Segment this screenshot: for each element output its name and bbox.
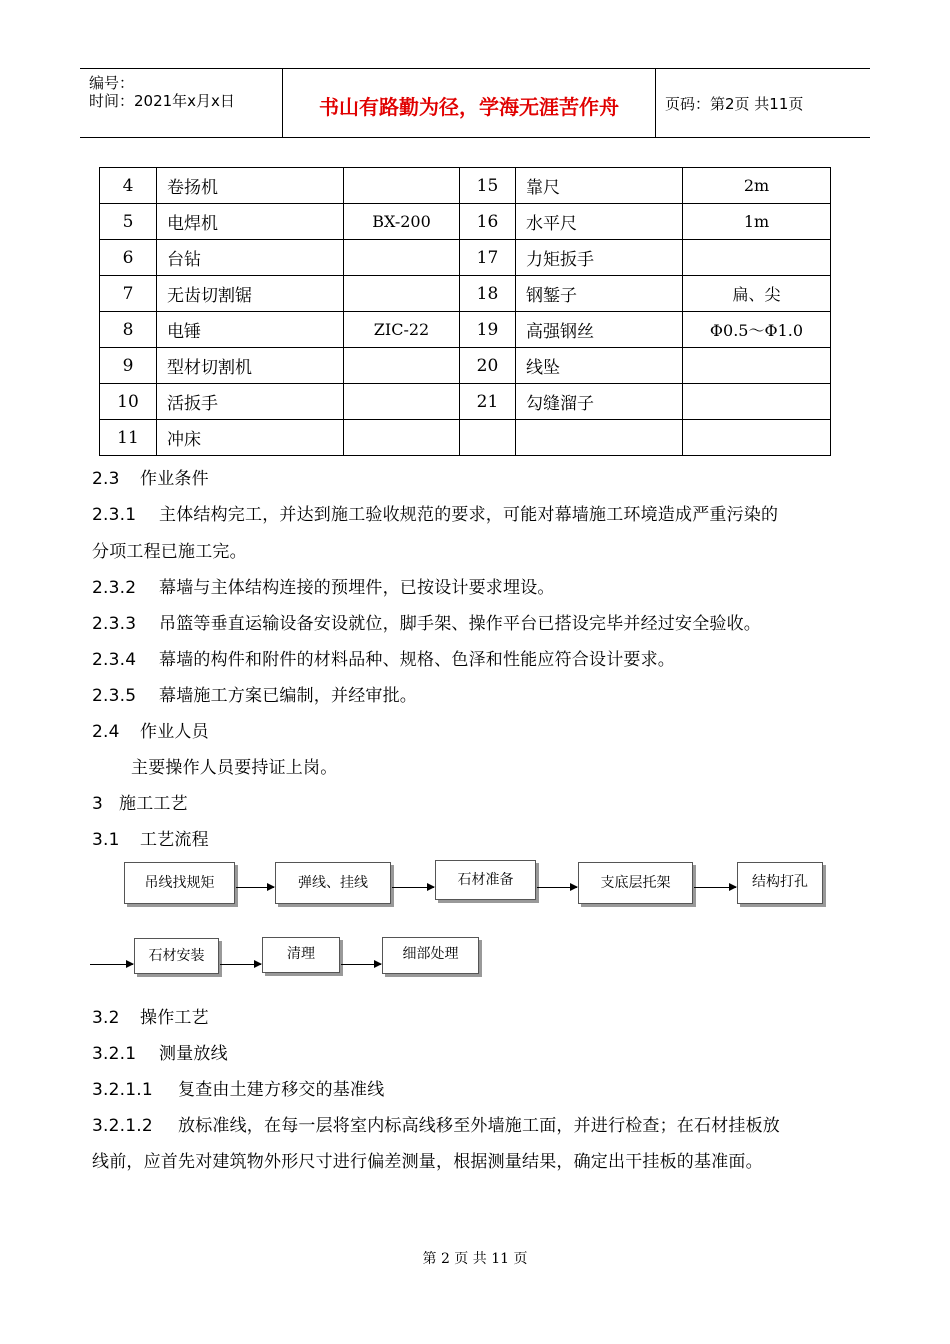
para-text: 主要操作人员要持证上岗。 (131, 758, 338, 778)
item-number: 5 (100, 204, 157, 240)
table-row (100, 420, 831, 456)
item-name: 力矩扳手 (516, 240, 683, 276)
item-spec: 2m (683, 168, 831, 204)
para-number: 3.2.1 (92, 1044, 137, 1064)
item-name (516, 420, 683, 456)
flow-arrow (236, 887, 274, 888)
item-name: 活扳手 (157, 384, 344, 420)
para-text: 吊篮等垂直运输设备安设就位，脚手架、操作平台已搭设完毕并经过安全验收。 (159, 614, 761, 634)
para-3-2-1 (92, 1039, 228, 1064)
para-number: 3.2.1.1 (92, 1080, 153, 1100)
page-info: 页码：第2页 共11页 (665, 95, 804, 113)
flow-step (382, 937, 479, 974)
flow-step-label: 石材安装 (148, 948, 205, 964)
section-title: 作业人员 (140, 722, 209, 742)
item-spec: BX-200 (344, 204, 460, 240)
table-row (100, 276, 831, 312)
flow-arrow (694, 887, 736, 888)
item-spec (344, 240, 460, 276)
para-text: 幕墙与主体结构连接的预埋件，已按设计要求埋设。 (159, 578, 555, 598)
serial-label: 编号： (89, 74, 135, 92)
para-number: 2.3.3 (92, 614, 137, 634)
item-name: 电锤 (157, 312, 344, 348)
page-footer: 第 2 页 共 11 页 (422, 1251, 528, 1267)
flow-arrow (341, 964, 381, 965)
item-name: 卷扬机 (157, 168, 344, 204)
flow-step-label: 支底层托架 (600, 875, 671, 891)
section-3-2 (92, 1003, 209, 1028)
para-2-3-1 (92, 500, 778, 525)
section-3 (92, 789, 188, 814)
table-row (100, 204, 831, 240)
item-spec: Φ0.5～Φ1.0 (683, 312, 831, 348)
page-header (80, 68, 870, 138)
flow-step (134, 938, 219, 974)
item-number: 18 (460, 276, 516, 312)
flow-step (737, 862, 823, 904)
section-title: 作业条件 (140, 469, 209, 489)
item-spec (344, 348, 460, 384)
flow-step-label: 清理 (287, 946, 315, 962)
item-spec (683, 348, 831, 384)
table-row (100, 168, 831, 204)
table-row (100, 348, 831, 384)
item-spec: 扁、尖 (683, 276, 831, 312)
item-number: 7 (100, 276, 157, 312)
flow-step (578, 862, 693, 904)
para-3-2-1-2 (92, 1111, 780, 1136)
section-title: 施工工艺 (119, 794, 188, 814)
para-text: 复查由土建方移交的基准线 (178, 1080, 385, 1100)
para-number: 2.3.4 (92, 650, 137, 670)
item-number: 8 (100, 312, 157, 348)
para-number: 3.2.1.2 (92, 1116, 153, 1136)
item-name: 水平尺 (516, 204, 683, 240)
para-2-3-3 (92, 609, 761, 634)
para-text: 放标准线，在每一层将室内标高线移至外墙施工面，并进行检查；在石材挂板放 (178, 1116, 780, 1136)
para-number: 2.3.1 (92, 505, 137, 525)
section-number: 3 (92, 794, 104, 814)
item-spec (344, 276, 460, 312)
para-2-3-1-cont (92, 537, 247, 562)
header-left-cell (80, 69, 283, 137)
flow-arrow (220, 964, 261, 965)
para-2-4 (131, 753, 337, 778)
item-spec (683, 240, 831, 276)
flow-step-label: 细部处理 (402, 946, 459, 962)
section-number: 3.2 (92, 1008, 120, 1028)
item-number: 9 (100, 348, 157, 384)
flow-step-label: 石材准备 (457, 872, 514, 888)
flow-step (435, 860, 536, 900)
para-text: 分项工程已施工完。 (92, 542, 247, 562)
para-3-2-1-2-cont (92, 1147, 763, 1172)
para-2-3-2 (92, 573, 555, 598)
item-spec: 1m (683, 204, 831, 240)
para-number: 2.3.2 (92, 578, 137, 598)
item-number: 20 (460, 348, 516, 384)
item-name: 钢錾子 (516, 276, 683, 312)
flow-arrow (537, 887, 577, 888)
item-name: 冲床 (157, 420, 344, 456)
section-3-1 (92, 825, 209, 850)
item-number: 17 (460, 240, 516, 276)
item-name: 勾缝溜子 (516, 384, 683, 420)
section-title: 工艺流程 (140, 830, 209, 850)
tools-table (99, 167, 831, 456)
section-number: 2.4 (92, 722, 120, 742)
item-spec (344, 384, 460, 420)
section-2-4 (92, 717, 209, 742)
item-name: 高强钢丝 (516, 312, 683, 348)
item-number: 11 (100, 420, 157, 456)
para-text: 测量放线 (159, 1044, 228, 1064)
item-number: 21 (460, 384, 516, 420)
item-spec (683, 384, 831, 420)
motto: 书山有路勤为径，学海无涯苦作舟 (319, 95, 619, 119)
para-text: 幕墙施工方案已编制，并经审批。 (159, 686, 417, 706)
item-number (460, 420, 516, 456)
item-name: 无齿切割锯 (157, 276, 344, 312)
header-right-cell (656, 69, 870, 137)
para-text: 主体结构完工，并达到施工验收规范的要求，可能对幕墙施工环境造成严重污染的 (159, 505, 779, 525)
section-number: 3.1 (92, 830, 120, 850)
flow-step (275, 862, 391, 904)
item-name: 靠尺 (516, 168, 683, 204)
table-row (100, 312, 831, 348)
date-label: 时间：2021年x月x日 (89, 92, 235, 110)
para-3-2-1-1 (92, 1075, 384, 1100)
section-number: 2.3 (92, 469, 120, 489)
flow-step (262, 937, 340, 973)
item-spec (683, 420, 831, 456)
item-spec (344, 420, 460, 456)
tools-table-body (100, 168, 831, 456)
table-row (100, 384, 831, 420)
item-name: 型材切割机 (157, 348, 344, 384)
header-center-cell (283, 69, 656, 137)
flow-step-label: 弹线、挂线 (298, 875, 368, 891)
item-spec (344, 168, 460, 204)
para-2-3-5 (92, 681, 417, 706)
para-number: 2.3.5 (92, 686, 137, 706)
item-spec: ZIC-22 (344, 312, 460, 348)
para-2-3-4 (92, 645, 675, 670)
flow-arrow (90, 964, 133, 965)
flow-step-label: 吊线找规矩 (144, 875, 215, 891)
section-title: 操作工艺 (140, 1008, 209, 1028)
item-number: 15 (460, 168, 516, 204)
item-number: 19 (460, 312, 516, 348)
item-number: 16 (460, 204, 516, 240)
item-number: 10 (100, 384, 157, 420)
para-text: 线前，应首先对建筑物外形尺寸进行偏差测量，根据测量结果，确定出干挂板的基准面。 (92, 1152, 763, 1172)
item-number: 6 (100, 240, 157, 276)
flow-step (124, 862, 235, 904)
item-number: 4 (100, 168, 157, 204)
item-name: 线坠 (516, 348, 683, 384)
item-name: 台钻 (157, 240, 344, 276)
flow-arrow (392, 887, 434, 888)
item-name: 电焊机 (157, 204, 344, 240)
section-2-3 (92, 464, 209, 489)
para-text: 幕墙的构件和附件的材料品种、规格、色泽和性能应符合设计要求。 (159, 650, 675, 670)
flow-step-label: 结构打孔 (752, 874, 808, 890)
table-row (100, 240, 831, 276)
